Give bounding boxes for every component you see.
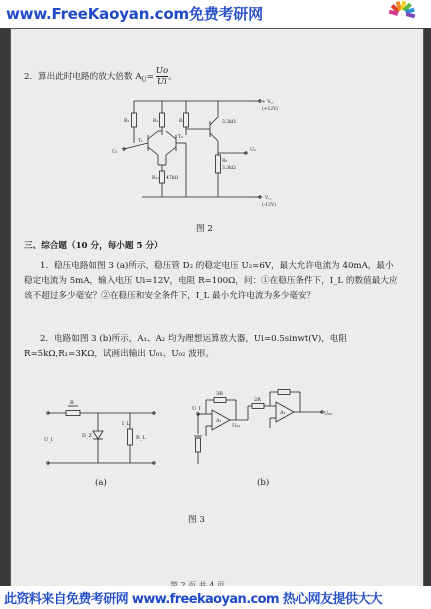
label-vcc-value: (+12V) — [262, 107, 279, 112]
label-3a-il: I_L — [122, 421, 130, 427]
question-2-text: 2．算出此时电路的放大倍数 A — [24, 72, 142, 82]
label-r1: R₁ — [124, 119, 130, 124]
site-title[interactable]: www.FreeKaoyan.com免费考研网 — [6, 5, 263, 23]
label-re: R₁₁ — [152, 176, 159, 181]
label-r1b: R₁ — [153, 119, 159, 124]
label-t1: T₁ — [138, 139, 143, 144]
figure-2-circuit — [102, 93, 292, 215]
question-2-suffix: 。 — [168, 72, 177, 82]
problem-1-text: 1．稳压电路如图 3 (a)所示，稳压管 D₂ 的稳定电压 U₂=6V，最大允许电流为 40mA，最小稳定电流为 5mA，输入电压 Ui=12V，电阻 R=100Ω，问：①在稳压条件下，I_L 的数值最大应该不超过多少毫安？②在稳压和安全条件下，I_L 最小允许电流为多少毫安？ — [24, 261, 398, 301]
top-banner — [0, 0, 431, 28]
label-3a-r: R — [70, 400, 74, 406]
label-vee-value: (-12V) — [262, 203, 277, 208]
fraction-numerator: Uo — [155, 66, 169, 76]
figure-2-caption: 图 2 — [196, 224, 213, 234]
label-3b-uo2: U₀₂ — [324, 411, 333, 417]
section-3-heading: 三、综合题（10 分，每小题 5 分） — [24, 241, 163, 251]
figure-3-caption: 图 3 — [188, 515, 205, 525]
label-vcc: + V꜀꜀ — [262, 100, 274, 105]
label-3b-r: 2R — [254, 397, 261, 403]
gain-fraction — [156, 66, 168, 87]
figure-3a-caption: (a) — [95, 478, 107, 488]
label-3b-ui: U_I — [192, 406, 201, 412]
label-r-top: 3.2kΩ — [222, 120, 236, 125]
label-3b-3r: 3R — [216, 391, 223, 397]
bottom-banner-text[interactable]: 此资料来自免费考研网 www.freekaoyan.com 热心网友提供大大 — [4, 592, 383, 607]
label-t2: T₂ — [178, 135, 183, 140]
label-3b-a1: A₁ — [216, 418, 222, 424]
label-3a-rl: R_L — [136, 435, 146, 441]
label-3a-ui: U_I — [44, 437, 53, 443]
label-3b-a2: A₂ — [280, 410, 286, 416]
label-rl-value: 3.3kΩ — [222, 166, 236, 171]
label-uo: U₀ — [250, 148, 256, 153]
figure-3b-caption: (b) — [257, 478, 270, 488]
question-2 — [24, 66, 177, 88]
figure-3a-circuit — [42, 393, 160, 477]
figure-3b-circuit — [192, 380, 340, 472]
site-logo-icon — [378, 0, 428, 28]
label-3b-uo1: U₀₁ — [232, 423, 241, 429]
label-rl: R₂ — [222, 159, 228, 164]
problem-2-text: 2．电路如图 3 (b)所示，A₁、A₂ 均为理想运算放大器，Ui=0.5sinwt(V)，电阻 R=5kΩ,R₁=3KΩ，试画出输出 U₀₁、U₀₂ 波形。 — [24, 334, 347, 359]
equals-sign: = — [146, 72, 154, 82]
gain-subscript: U — [141, 76, 147, 84]
fraction-denominator: Ui — [156, 77, 167, 87]
label-re-value: 47kΩ — [166, 176, 179, 181]
label-vee: - V꜀꜀ — [262, 196, 272, 201]
label-3a-dz: D_Z — [82, 433, 92, 439]
label-ui: U₁ — [112, 150, 118, 155]
label-rc: R₁ — [179, 119, 185, 124]
bottom-banner — [0, 586, 431, 609]
